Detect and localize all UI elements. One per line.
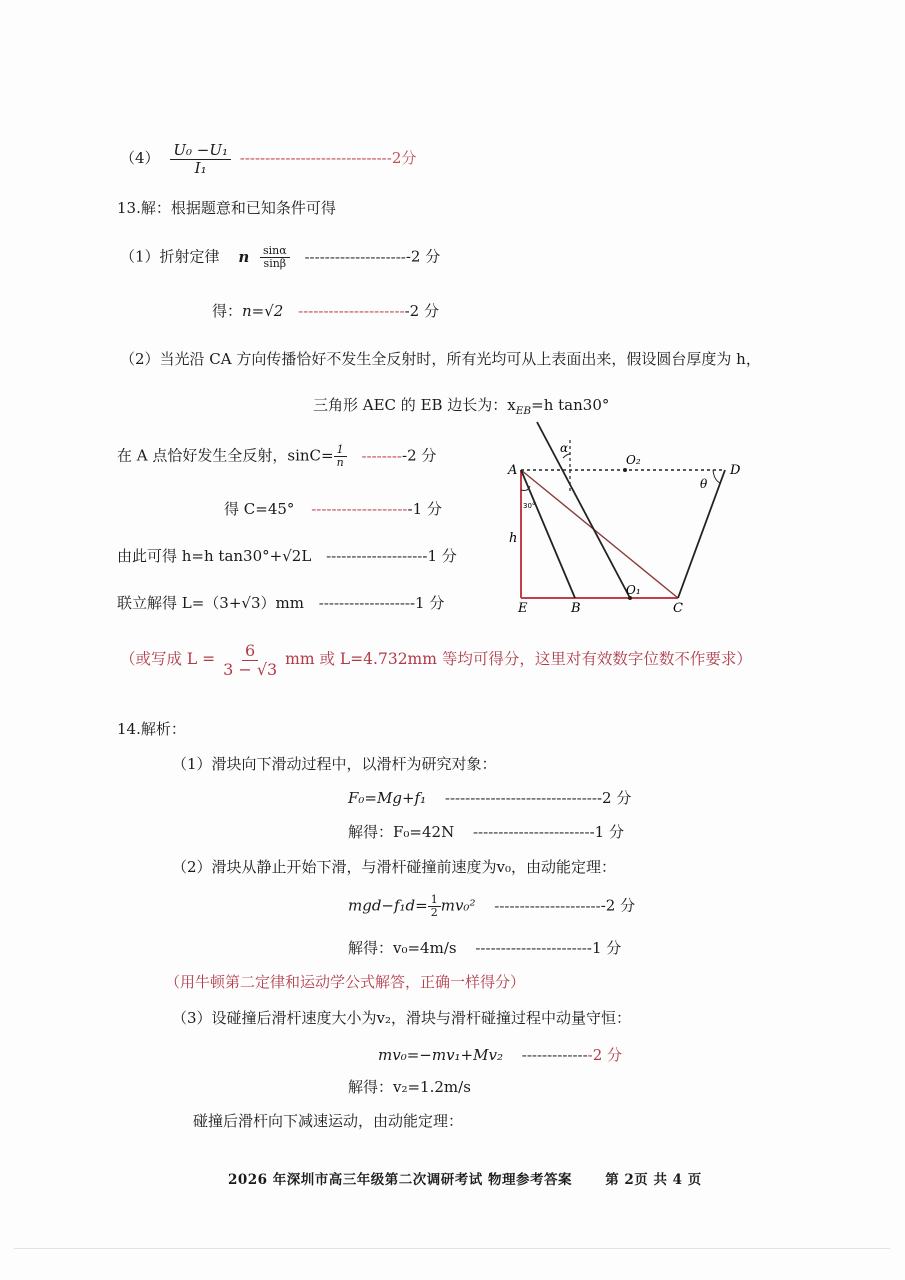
page-footer — [228, 1168, 702, 1188]
diagram-label-c: C — [673, 601, 683, 616]
q13-l6-text: 联立解得 L=（3+√3）mm — [117, 594, 304, 612]
q13-p1-score: -2 分 — [405, 247, 441, 266]
q13-triangle-sub: EB — [515, 405, 532, 417]
q13-note-pre: （或写成 L = — [120, 650, 216, 669]
q14-p2-eq-dashes: --------------------- — [494, 896, 601, 915]
q14-p2-eq-num: 1 — [428, 894, 441, 907]
q14-p3-text: （3）设碰撞后滑杆速度大小为v₂，滑块与滑杆碰撞过程中动量守恒： — [172, 1009, 632, 1027]
q13-l3-fraction — [334, 444, 347, 469]
q12-dashes: ------------------------------ — [239, 149, 392, 167]
q14-p2-sol-score: -1 分 — [586, 939, 622, 957]
diagram-label-o1: O₁ — [626, 583, 641, 597]
q13-p2-text: （2）当光沿 CA 方向传播恰好不发生全反射时，所有光均可从上表面出来，假设圆台厚度为 h， — [120, 350, 761, 368]
q13-p1b-expr: n=√2 — [242, 302, 284, 320]
q14-p1-eq: F₀=Mg+f₁ — [348, 789, 427, 807]
q14-p1-text: （1）滑块向下滑动过程中，以滑杆为研究对象： — [172, 755, 497, 773]
q13-p1 — [120, 245, 440, 270]
q14-p3-sol: 解得：v₂=1.2m/s — [348, 1078, 471, 1096]
optics-diagram — [500, 410, 760, 620]
q12-numerator: U₀ −U₁ — [170, 142, 231, 160]
q13-p1-label: （1）折射定律 — [120, 247, 220, 266]
q13-l4-text: 得 C=45° — [224, 500, 295, 518]
q14-p3-eq-score: -2 分 — [587, 1046, 623, 1064]
q13-note-post: mm 或 L=4.732mm 等均可得分，这里对有效数字位数不作要求） — [285, 650, 752, 669]
q14-p2-eq-fraction — [428, 894, 441, 919]
q14-p3-tail: 碰撞后滑杆向下减速运动，由动能定理： — [193, 1112, 464, 1130]
q14-p1-eq-dashes: ------------------------------ — [444, 789, 597, 807]
q14-p3-eq: mv₀=−mv₁+Mv₂ — [378, 1046, 503, 1064]
q14-p2-text: （2）滑块从静止开始下滑，与滑杆碰撞前速度为v₀，由动能定理： — [172, 858, 617, 876]
diagram-theta-arc — [713, 470, 720, 483]
q13-l4-dashes: ------------------- — [311, 500, 408, 518]
q13-note — [120, 642, 752, 678]
q13-p1-num: sinα — [260, 245, 290, 258]
q14-p2-sol-line — [348, 937, 621, 958]
q12-fraction — [170, 142, 231, 176]
q12-label: （4） — [120, 149, 160, 167]
q13-l3 — [117, 444, 436, 469]
diagram-label-alpha: α — [560, 441, 569, 455]
q13-l6-dashes: ------------------ — [318, 594, 410, 612]
q14-p3-eq-dashes: ------------- — [521, 1046, 588, 1064]
q14-p1-eq-score: -2 分 — [596, 789, 632, 807]
diagram-ray-ab — [521, 470, 575, 598]
q12-part4 — [120, 142, 416, 176]
diagram-label-o2: O₂ — [626, 453, 641, 467]
diagram-label-e: E — [518, 601, 528, 616]
q14-p2-sol: 解得：v₀=4m/s — [348, 939, 457, 957]
q14-heading: 14.解析： — [117, 720, 186, 738]
footer-title: 2026 年深圳市高三年级第二次调研考试 物理参考答案 — [228, 1172, 572, 1188]
q13-p1-n: n — [238, 247, 250, 266]
q13-l5-dashes: ------------------- — [326, 547, 423, 565]
diagram-label-b: B — [571, 601, 581, 616]
diagram-point-o2 — [623, 468, 627, 472]
diagram-label-h: h — [509, 531, 518, 546]
q14-p1-sol-dashes: ----------------------- — [472, 823, 590, 841]
q13-p1b — [212, 300, 439, 321]
q13-triangle-tail: =h tan30° — [531, 396, 610, 414]
q13-p1b-score: -2 分 — [404, 302, 439, 320]
q13-l6-score: -1 分 — [409, 594, 445, 612]
q13-l5-score: -1 分 — [422, 547, 457, 565]
q14-p2-eq-left: mgd−f₁d= — [348, 896, 428, 915]
q13-heading: 13.解：根据题意和已知条件可得 — [117, 199, 336, 217]
diagram-label-theta: θ — [700, 477, 708, 491]
q14-p1-sol: 解得：F₀=42N — [348, 823, 455, 841]
q13-note-den: 3 − √3 — [223, 659, 278, 679]
q13-l3-den: n — [336, 456, 344, 470]
q13-p1-dashes: -------------------- — [304, 247, 406, 266]
q13-l4-score: -1 分 — [407, 500, 442, 518]
q13-l4 — [224, 498, 442, 519]
q14-p2-eq-right: mv₀² — [440, 896, 476, 915]
q13-l5 — [117, 545, 457, 566]
q13-p1-fraction — [260, 245, 290, 270]
q13-p1-den: sinβ — [263, 257, 287, 271]
q14-p2-note: （用牛顿第二定律和运动学公式解答，正确一样得分） — [165, 973, 526, 991]
q13-l3-dashes: -------- — [361, 446, 402, 465]
q13-l3-text: 在 A 点恰好发生全反射，sinC= — [117, 446, 334, 465]
q12-denominator: I₁ — [194, 158, 207, 177]
q13-p1b-label: 得： — [212, 302, 243, 320]
q13-p1b-dashes: --------------------- — [298, 302, 405, 320]
q14-p2-sol-dashes: ---------------------- — [475, 939, 587, 957]
q13-l3-score: -2 分 — [402, 446, 437, 465]
footer-page: 第 2页 共 4 页 — [605, 1172, 702, 1188]
q13-l5-text: 由此可得 h=h tan30°+√2L — [117, 547, 312, 565]
q14-p1-sol-line — [348, 821, 624, 842]
bottom-divider — [14, 1248, 890, 1249]
q14-p1-sol-score: -1 分 — [589, 823, 624, 841]
diagram-ray-incident — [537, 422, 630, 598]
q13-note-num: 6 — [242, 642, 258, 661]
q14-p1-eq-line — [348, 787, 631, 808]
q13-note-fraction — [220, 642, 280, 678]
q14-p2-eq-line — [348, 894, 635, 919]
q14-p2-eq-den: 2 — [430, 906, 438, 920]
diagram-label-d: D — [730, 463, 741, 478]
q14-p3-eq-line — [378, 1044, 622, 1065]
diagram-label-a: A — [508, 463, 518, 478]
q13-l6 — [117, 592, 444, 613]
q13-l3-num: 1 — [334, 444, 347, 457]
q12-score: 2分 — [391, 149, 417, 167]
diagram-label-30: 30° — [523, 502, 536, 510]
q14-p2-eq-score: -2 分 — [600, 896, 636, 915]
q13-triangle-text: 三角形 AEC 的 EB 边长为：x — [313, 396, 516, 414]
diagram-line-ac — [521, 470, 678, 598]
